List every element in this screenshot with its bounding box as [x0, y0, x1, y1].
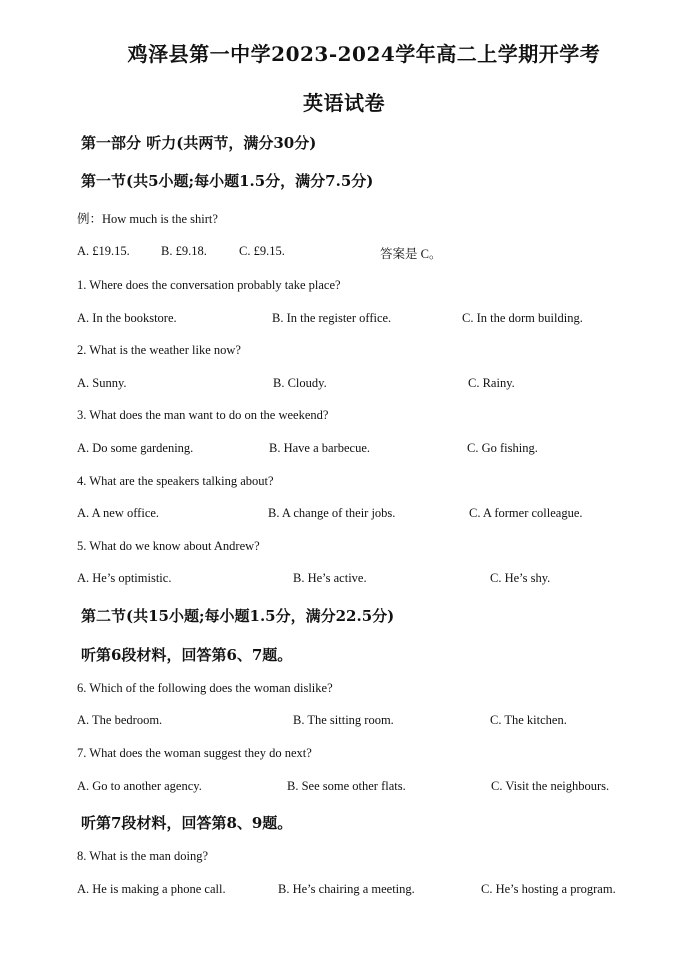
option-a: A. £19.15. — [77, 244, 130, 258]
section-heading: 第二节(共15小题;每小题1.5分，满分22.5分) — [81, 607, 395, 625]
example-options — [77, 244, 657, 262]
question: 4. What are the speakers talking about? — [77, 474, 274, 488]
option-b: B. He’s active. — [293, 571, 367, 585]
example-question: 例：How much is the shirt? — [77, 212, 218, 226]
option-b: B. A change of their jobs. — [268, 506, 396, 520]
question: 2. What is the weather like now? — [77, 343, 241, 357]
question: 8. What is the man doing? — [77, 849, 208, 863]
question: 1. Where does the conversation probably take place? — [77, 278, 341, 292]
option-a: A. Do some gardening. — [77, 441, 194, 455]
example-answer: 答案是 C。 — [380, 247, 442, 261]
option-a: A. A new office. — [77, 506, 160, 520]
option-a: A. The bedroom. — [77, 713, 163, 727]
question-options — [77, 376, 657, 394]
question-options — [77, 882, 657, 900]
listening-instruction: 听第7段材料，回答第8、9题。 — [81, 814, 293, 832]
option-b: B. See some other flats. — [287, 779, 406, 793]
question-options — [77, 713, 657, 731]
option-c: C. Visit the neighbours. — [491, 779, 610, 793]
option-c: C. A former colleague. — [469, 506, 583, 520]
option-b: B. The sitting room. — [293, 713, 394, 727]
option-c: C. He’s shy. — [490, 571, 551, 585]
option-b: B. Cloudy. — [273, 376, 327, 390]
option-a: A. In the bookstore. — [77, 311, 177, 325]
option-c: C. In the dorm building. — [462, 311, 583, 325]
question: 3. What does the man want to do on the weekend? — [77, 408, 329, 422]
option-c: C. £9.15. — [239, 244, 285, 258]
option-c: C. Rainy. — [468, 376, 515, 390]
part-heading: 第一部分 听力(共两节，满分30分) — [81, 134, 317, 152]
section-heading: 第一节(共5小题;每小题1.5分，满分7.5分) — [81, 172, 374, 190]
option-b: B. He’s chairing a meeting. — [278, 882, 415, 896]
option-b: B. In the register office. — [272, 311, 392, 325]
question-options — [77, 506, 657, 524]
question-options — [77, 571, 657, 589]
exam-subtitle: 英语试卷 — [303, 91, 385, 115]
option-c: C. He’s hosting a program. — [481, 882, 616, 896]
question: 6. Which of the following does the woman dislike? — [77, 681, 333, 695]
question-options — [77, 441, 657, 459]
option-b: B. £9.18. — [161, 244, 207, 258]
question-options — [77, 779, 657, 797]
option-a: A. He is making a phone call. — [77, 882, 226, 896]
option-a: A. He’s optimistic. — [77, 571, 172, 585]
option-a: A. Go to another agency. — [77, 779, 202, 793]
option-a: A. Sunny. — [77, 376, 127, 390]
question: 7. What does the woman suggest they do next? — [77, 746, 312, 760]
question-options — [77, 311, 657, 329]
option-b: B. Have a barbecue. — [269, 441, 370, 455]
option-c: C. The kitchen. — [490, 713, 567, 727]
option-c: C. Go fishing. — [467, 441, 538, 455]
exam-title: 鸡泽县第一中学2023-2024学年高二上学期开学考 — [127, 42, 601, 66]
question: 5. What do we know about Andrew? — [77, 539, 260, 553]
listening-instruction: 听第6段材料，回答第6、7题。 — [81, 646, 293, 664]
